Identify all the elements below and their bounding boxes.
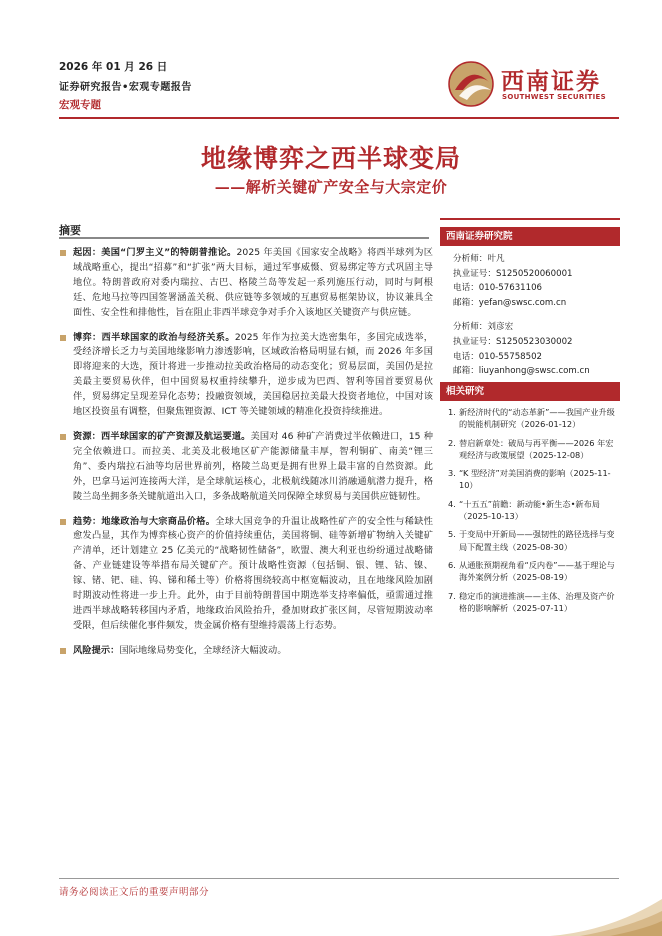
report-type: 证券研究报告•宏观专题报告 (59, 82, 192, 93)
paragraph-lead: 博弈：西半球国家的政治与经济关系。 (73, 331, 235, 343)
related-item-text: “K 型经济”对美国消费的影响（2025-11-10） (459, 468, 611, 491)
analyst-email[interactable]: 邮箱：liuyanhong@swsc.com.cn (453, 366, 590, 377)
analyst-name: 分析师：刘彦宏 (453, 322, 514, 333)
paragraph-body: 美国对 46 种矿产消费过半依赖进口，15 种完全依赖进口。而拉美、北美及北极地区矿产能源储量丰厚，智利铜矿、南美“锂三角”、委内瑞拉石油等均居世界前列，格陵兰岛更是拥有世界上最丰富的自然资源。此外，巴拿马运河连接两大洋，是全球航运核心，北极航线随冰川消融通航潜力提升，格陵兰岛坐拥多条关键航道出入口，多条战略航道关同保障全球贸易与美国供应链韧性。 (73, 430, 433, 502)
abstract-paragraph-resources (59, 430, 433, 505)
related-research-item[interactable] (448, 559, 620, 584)
bullet-icon (60, 648, 66, 654)
analyst-license: 执业证号：S1250520060001 (453, 268, 573, 279)
paragraph-lead: 起因：美国“门罗主义”的特朗普推论。 (73, 247, 237, 258)
related-research-heading: 相关研究 (440, 382, 620, 401)
related-item-text: “十五五”前瞻：新动能•新生态•新布局（2025-10-13） (459, 498, 600, 522)
report-subtitle: ——解析关键矿产安全与大宗定价 (214, 178, 448, 196)
paragraph-body: 全球大国竞争的升温让战略性矿产的安全性与稀缺性愈发凸显，其作为博弈核心资产的价值持续重估，美国将铜、硅等新增矿物纳入关键矿产清单，还计划建立 25 亿美元的“战略韧性储备”，欧盟、澳大利亚也纷纷通过战略储备、产业链建设等举措布局关键矿产。预计战略性资源（包括铜、银、锂、钴、镍、镓、锗、钯、硅、钨、锑和稀土等）价格将围绕较高中枢宽幅波动，且在地缘风险加剧时期波动性将进一步上升。此外，由于目前特朗普国中期选举支持率偏低，亟需通过推进西半球战略转移国内矛盾，地缘政治风险抬升，叠加财政扩张区间，尽管短期波动率受限，但后续催化事件频发，贵金属价格有望维持震荡上行态势。 (73, 515, 433, 631)
paragraph-lead: 资源：西半球国家的矿产资源及航运要道。 (73, 430, 251, 442)
abstract-paragraph-game (59, 331, 433, 420)
report-category: 宏观专题 (59, 99, 101, 111)
company-logo (447, 57, 617, 107)
related-research-list (448, 406, 620, 620)
analyst-phone: 电话：010-57631106 (453, 283, 543, 294)
related-item-number: 1. (448, 407, 456, 417)
related-research-item[interactable] (448, 437, 620, 462)
logo-emblem-icon (447, 60, 495, 108)
related-research-item[interactable] (448, 406, 620, 431)
logo-chinese-name: 西南证券 (501, 68, 601, 95)
paragraph-body: 国际地缘局势变化，全球经济大幅波动。 (119, 644, 287, 656)
analyst-list (453, 252, 621, 389)
institute-heading: 西南证券研究院 (440, 227, 620, 246)
analyst-phone: 电话：010-55758502 (453, 351, 543, 362)
analyst-name: 分析师：叶凡 (453, 254, 505, 264)
bullet-icon (60, 434, 66, 440)
bullet-icon (60, 335, 66, 341)
analyst-entry (453, 320, 621, 378)
abstract-paragraph-risk (59, 644, 433, 659)
related-item-number: 3. (448, 468, 456, 479)
paragraph-body: 2025 年美国《国家安全战略》将西半球列为区域战略重心，提出“招募”和“扩张”两大目标，通过军事威慑、贸易绑定等方式巩固主导地位。特朗普政府对委内瑞拉、古巴、格陵兰岛等发起一系列施压行动，同时与阿根廷、危地马拉等四国签署涵盖关税、供应链等多领域的互惠贸易框架协议，协议兼具全面性、安全性和排他性，旨在阻止非西半球竞争对手介入该地区关键资产与供应链。 (73, 247, 433, 318)
related-item-text: 新经济时代的“动态革新”——我国产业升级的锐能机制研究（2026-01-12） (459, 407, 615, 430)
abstract-divider (59, 237, 429, 239)
related-research-item[interactable] (448, 590, 620, 615)
logo-english-name: SOUTHWEST SECURITIES (502, 93, 606, 101)
related-item-number: 7. (448, 590, 456, 601)
related-item-number: 4. (448, 498, 456, 509)
paragraph-lead: 趋势：地缘政治与大宗商品价格。 (73, 515, 216, 527)
related-item-number: 5. (448, 529, 456, 540)
abstract-body (59, 246, 433, 669)
abstract-heading: 摘要 (59, 224, 81, 237)
report-date: 2026 年 01 月 26 日 (59, 61, 168, 73)
related-item-text: 于变局中开新局——强韧性的路径选择与变局下配置主线（2025-08-30） (459, 529, 615, 552)
abstract-paragraph-cause (59, 246, 433, 321)
related-item-number: 6. (448, 559, 456, 570)
corner-wave-decoration-icon (550, 891, 662, 936)
analyst-license: 执业证号：S1250523030002 (453, 336, 573, 347)
bullet-icon (60, 519, 66, 525)
analyst-email[interactable]: 邮箱：yefan@swsc.com.cn (453, 297, 567, 308)
related-research-item[interactable] (448, 498, 620, 523)
footer-divider (59, 878, 619, 879)
sidebar-divider (440, 218, 620, 220)
header-divider (59, 117, 619, 119)
related-item-text: 从通胀预期视角看“反内卷”——基于理论与海外案例分析（2025-08-19） (459, 559, 615, 583)
disclaimer-note: 请务必阅读正文后的重要声明部分 (59, 887, 210, 898)
analyst-entry (453, 252, 621, 310)
paragraph-body: 2025 年作为拉美大选密集年，多国完成选举，受经济增长乏力与美国地缘影响力渗透影响，区域政治格局明显右倾，而 2026 年多国即将迎来的大选，预计将进一步推动拉美政治格局的动态变化；贸易层面，美国仍是拉美最主要贸易伙伴，但中国贸易权重持续攀升，逆步成为巴西、智利等国首要贸易伙伴，贸易绑定呈现差异化态势；投融资领域，美国稳居拉美最大投资者地位，中国对该地区投资虽有调整，但聚焦锂资源、ICT 等关键领域的精准化投资持续推进。 (73, 331, 433, 418)
report-title: 地缘博弈之西半球变局 (200, 144, 461, 173)
related-item-number: 2. (448, 437, 456, 448)
bullet-icon (60, 250, 66, 256)
related-research-item[interactable] (448, 467, 620, 492)
abstract-paragraph-trend (59, 515, 433, 634)
related-research-item[interactable] (448, 528, 620, 553)
related-item-text: 稳定币的演进推演——主体、治理及资产价格的影响解析（2025-07-11） (459, 590, 615, 613)
paragraph-lead: 风险提示： (73, 644, 120, 656)
related-item-text: 替启新章处：破局与再平衡——2026 年宏观经济与政策展望（2025-12-08） (459, 437, 614, 460)
